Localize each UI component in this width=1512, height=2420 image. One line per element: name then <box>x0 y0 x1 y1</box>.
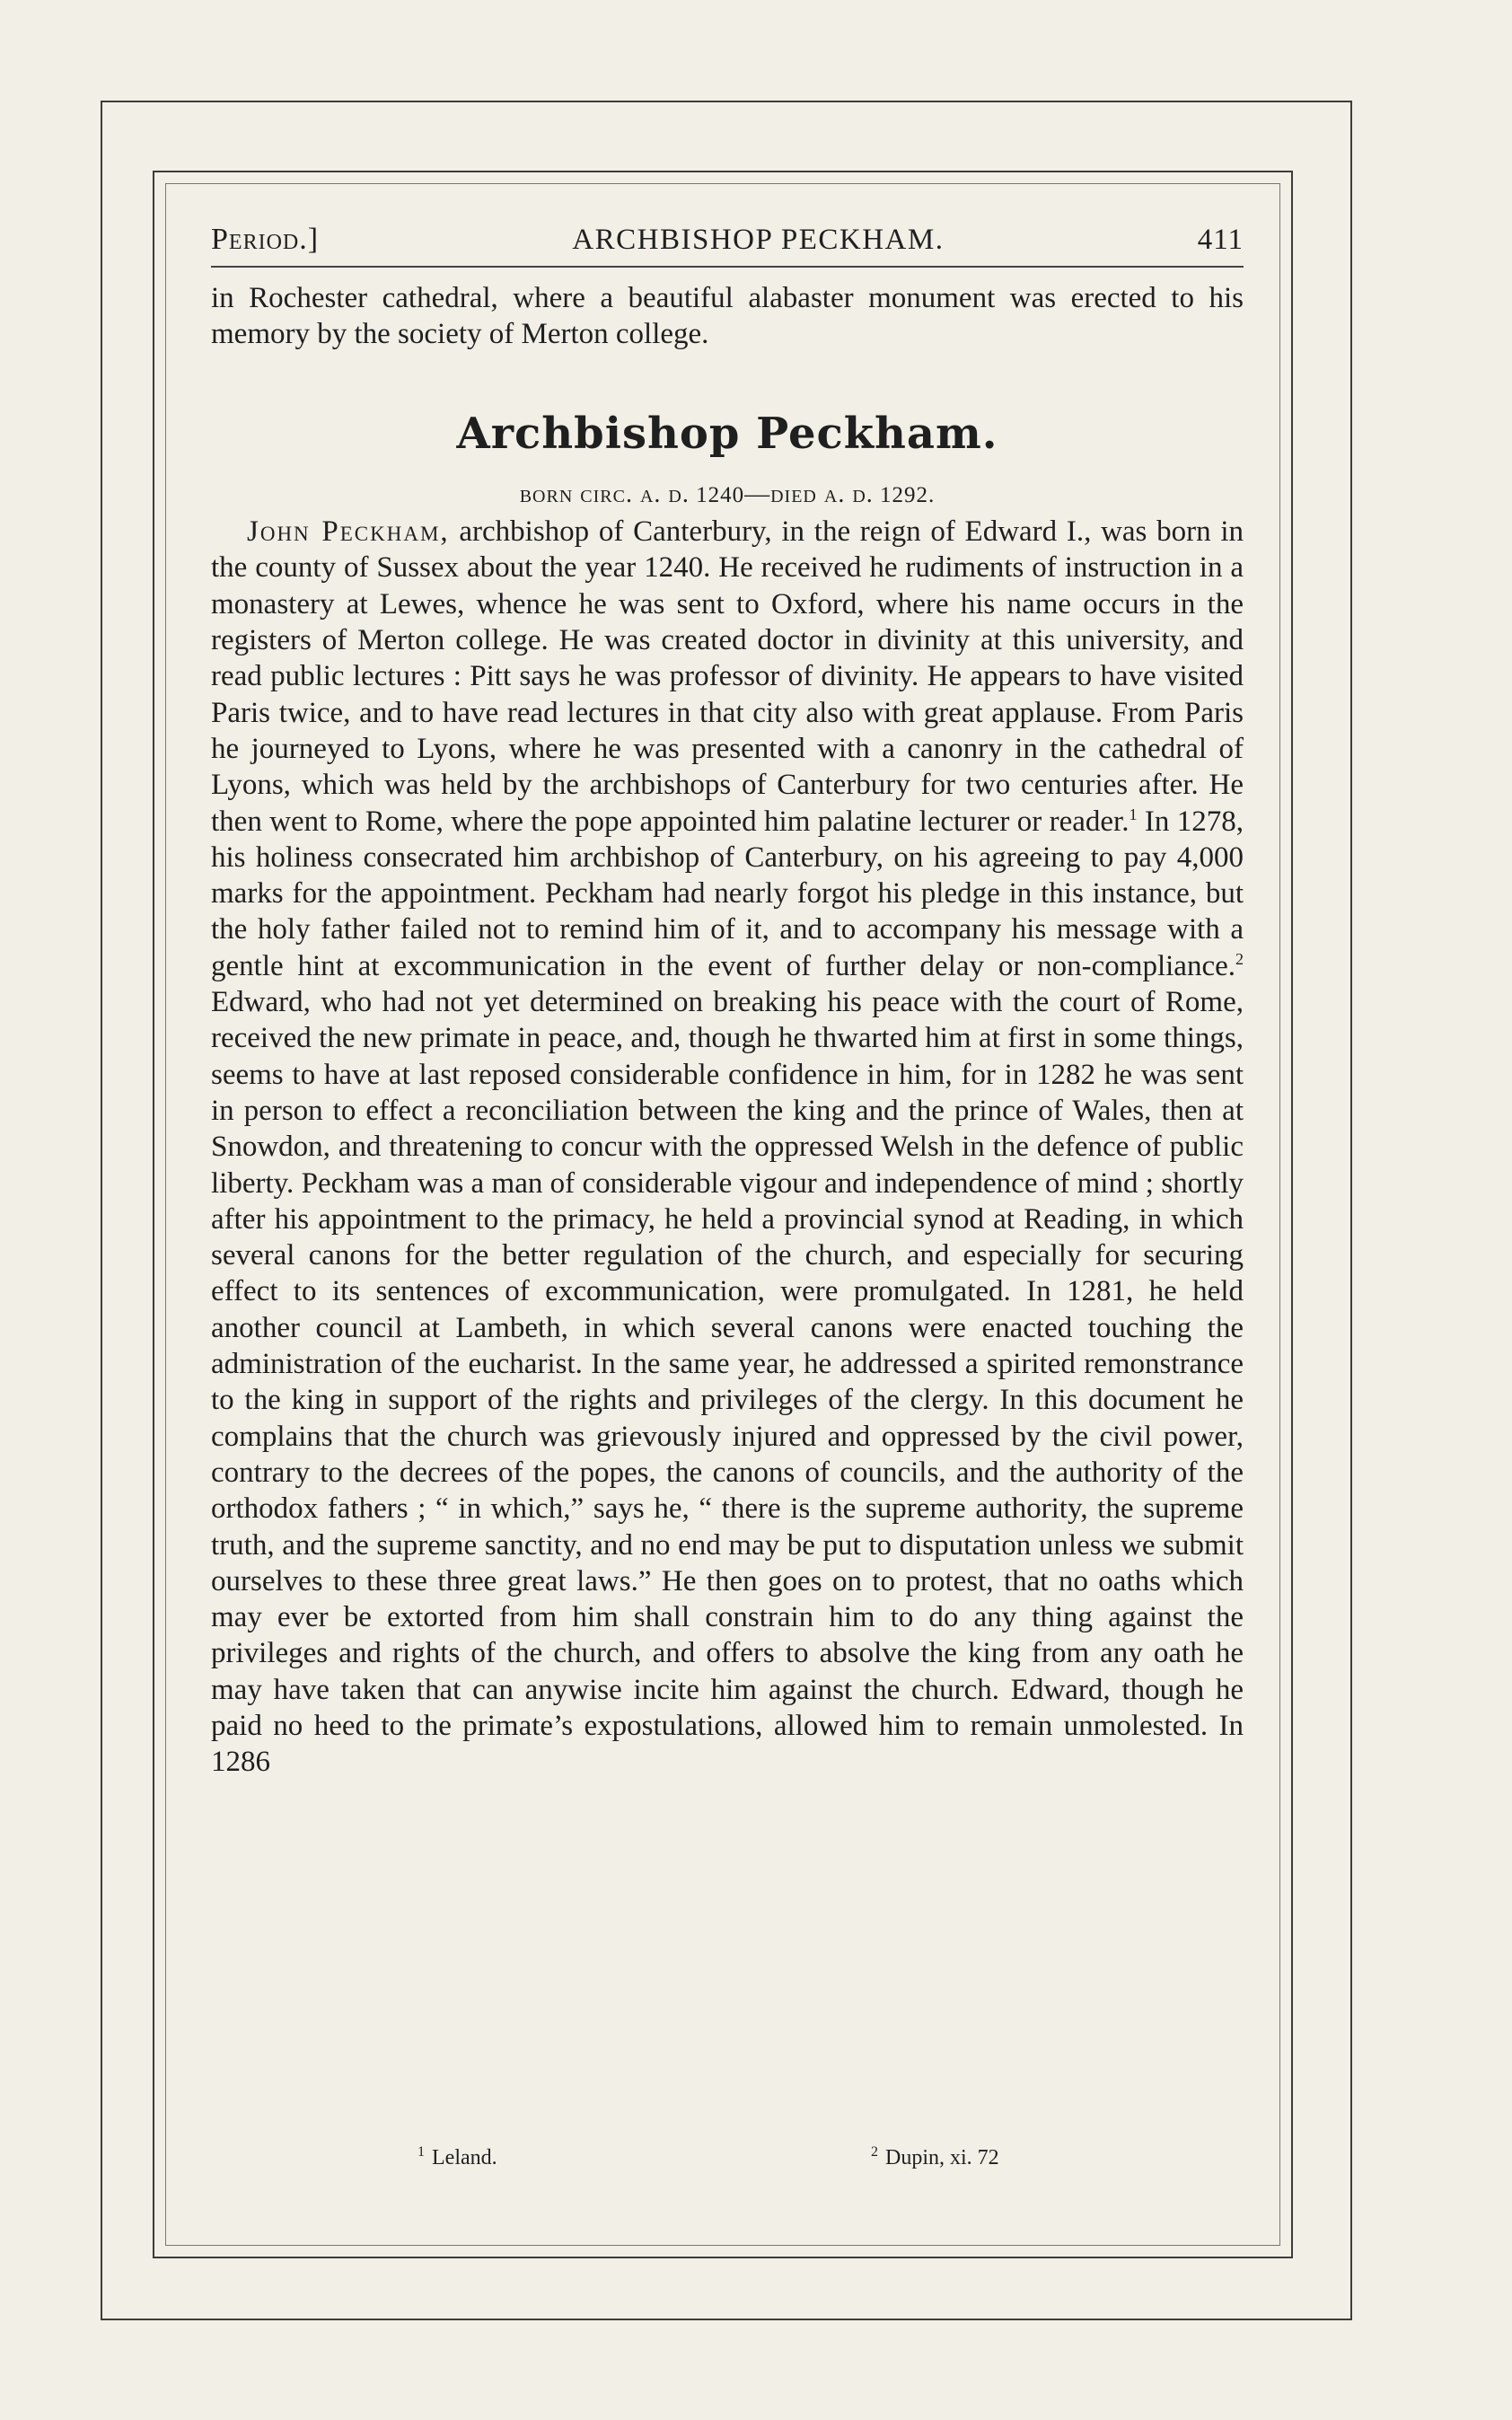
footnotes <box>211 2146 1244 2182</box>
header-section-label: Period.] <box>211 223 320 256</box>
page-content <box>211 280 1244 1781</box>
born-label: born circ. a. d. <box>519 480 690 508</box>
life-dates: born circ. a. d. 1240—died a. d. 1292. <box>519 480 936 508</box>
section-title: Archbishop Peckham. <box>456 408 998 459</box>
body-part-1: archbishop of Canterbury, in the reign of Edward I., was born in the county of Sussex about the year 1240. He received he rudiments of instruction in a monastery at Lewes, whence he was sent to Oxford, where his name occurs in the registers of Merton college. He was created doctor in divinity at this university, and read public lectures : Pitt says he was professor of divinity. He appears to have visited Paris twice, and to have read lectures in that city also with great applause. From Paris he journeyed to Lyons, where he was presented with a canonry in the cathedral of Lyons, which was held by the archbishops of Canterbury for two centuries after. He then went to Rome, where the pope appointed him palatine lecturer or reader. <box>211 515 1244 838</box>
running-header <box>211 214 1244 268</box>
header-title: ARCHBISHOP PECKHAM. <box>572 223 945 256</box>
born-year: 1240 <box>696 482 745 507</box>
footnote-2-text: Dupin, xi. 72 <box>885 2146 999 2169</box>
biography-paragraph <box>211 514 1244 1780</box>
subject-name: John Peckham, <box>247 515 450 549</box>
footnote-1-marker: 1 <box>418 2144 425 2160</box>
died-year: 1292 <box>880 482 929 507</box>
footnote-ref-1: 1 <box>1129 805 1138 823</box>
died-label: —died a. d. <box>744 480 874 508</box>
page-number: 411 <box>1197 223 1244 256</box>
footnote-1-text: Leland. <box>432 2146 497 2169</box>
footnote-2 <box>871 2146 999 2170</box>
body-part-3: Edward, who had not yet determined on breaking his peace with the court of Rome, received the new primate in peace, and, though he thwarted him at first in some things, seems to have at last reposed considerable confidence in him, for in 1282 he was sent in person to effect a reconciliation between the king and the prince of Wales, then at Snowdon, and threatening to concur with the oppressed Welsh in the defence of public liberty. Peckham was a man of considerable vigour and independence of mind ; shortly after his appointment to the primacy, he held a provincial synod at Reading, in which several canons for the better regulation of the church, and especially for securing effect to its sentences of excommunication, were promulgated. In 1281, he held another council at Lambeth, in which several canons were enacted touching the administration of the eucharist. In the same year, he addressed a spirited remonstrance to the king in support of the rights and privileges of the clergy. In this document he complains that the church was grievously injured and oppressed by the civil power, contrary to the decrees of the popes, the canons of councils, and the authority of the orthodox fathers ; “ in which,” says he, “ there is the supreme authority, the supreme truth, and the supreme sanctity, and no end may be put to disputation unless we submit ourselves to these three great laws.” He then goes on to protest, that no oaths which may ever be extorted from him shall constrain him to do any thing against the privileges and rights of the church, and offers to absolve the king from any oath he may have taken that can anywise incite him against the church. Edward, though he paid no heed to the primate’s expostulations, allowed him to remain unmolested. In 1286 <box>211 986 1244 1779</box>
footnote-2-marker: 2 <box>871 2144 878 2160</box>
continued-paragraph: in Rochester cathedral, where a beautiful alabaster monument was erected to his memory by the society of Merton college. <box>211 282 1244 351</box>
footnote-1 <box>418 2146 497 2170</box>
body-part-2: In 1278, his holiness consecrated him archbishop of Canterbury, on his agreeing to pay 4,000 marks for the appointment. Peckham had nearly forgot his pledge in this instance, but the holy father failed not to remind him of it, and to accompany his message with a gentle hint at excommunication in the event of further delay or non-compliance. <box>211 805 1244 982</box>
footnote-ref-2: 2 <box>1235 949 1244 968</box>
